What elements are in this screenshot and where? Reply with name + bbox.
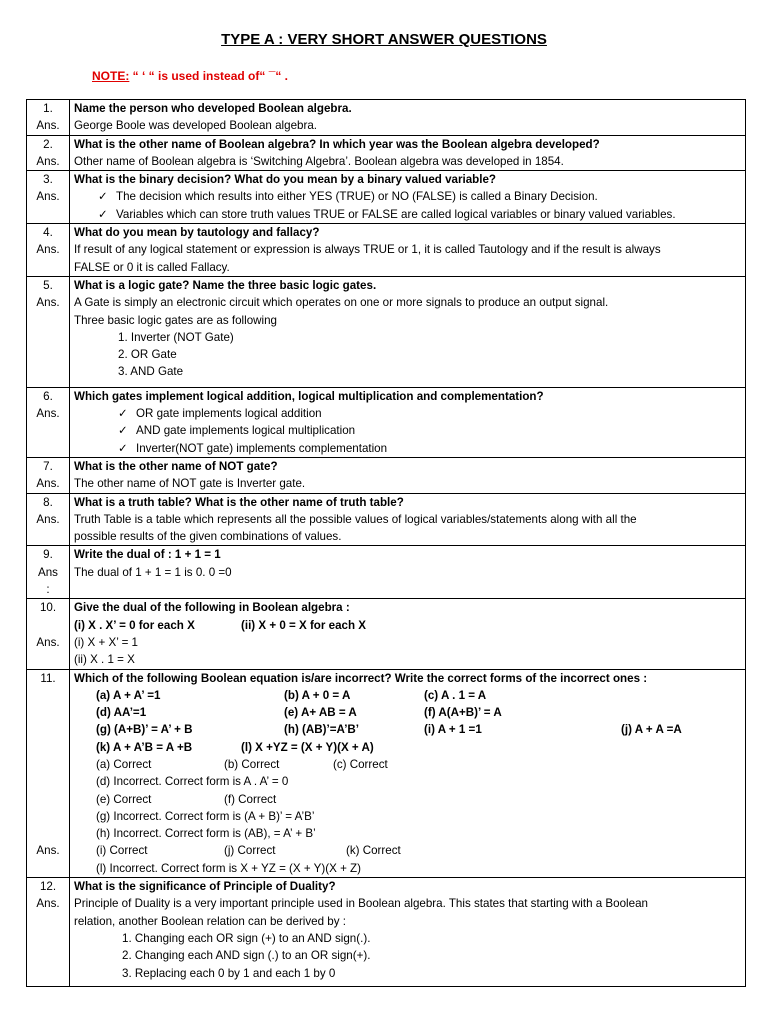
answer-line: (g) Incorrect. Correct form is (A + B)’ = A’B’ bbox=[96, 809, 315, 823]
answer-text: relation, another Boolean relation can be derived by : bbox=[74, 914, 346, 928]
list-item: 2. Changing each AND sign (.) to an OR sign(+). bbox=[122, 949, 371, 963]
question-row-4 bbox=[27, 224, 746, 277]
question-body bbox=[70, 599, 746, 669]
question-row-3 bbox=[27, 171, 746, 224]
question-row-6 bbox=[27, 387, 746, 457]
question-text: Name the person who developed Boolean algebra. bbox=[74, 102, 352, 115]
answer-text: Principle of Duality is a very important principle used in Boolean algebra. This states that starting with a Boolean bbox=[74, 897, 648, 911]
question-text: What is the binary decision? What do you mean by a binary valued variable? bbox=[74, 173, 496, 187]
answer-line: (i) Correct (j) Correct (k) Correct bbox=[96, 844, 401, 858]
answer-text: Truth Table is a table which represents all the possible values of logical variables/statements along with all the bbox=[74, 512, 637, 526]
question-row-8 bbox=[27, 493, 746, 546]
answer-bullet: ✓ Variables which can store truth values TRUE or FALSE are called logical variables or binary valued variables. bbox=[74, 206, 741, 223]
answer-text: possible results of the given combinations of values. bbox=[74, 530, 342, 544]
question-text: Which gates implement logical addition, logical multiplication and complementation? bbox=[74, 389, 544, 403]
answer-line: (d) Incorrect. Correct form is A . A’ = 0 bbox=[96, 775, 289, 789]
note-label: NOTE: bbox=[92, 69, 130, 83]
option-line: (g) (A+B)’ = A’ + B (h) (AB)’=A’B’ (i) A + 1 =1 (j) A + A =A bbox=[96, 723, 682, 737]
question-number: 11. Ans. bbox=[27, 669, 70, 878]
answer-bullet: ✓ Inverter(NOT gate) implements complementation bbox=[74, 440, 741, 457]
answer-line: (l) Incorrect. Correct form is X + YZ = (X + Y)(X + Z) bbox=[96, 861, 361, 875]
question-text: What is the other name of NOT gate? bbox=[74, 459, 278, 473]
note-line bbox=[92, 68, 288, 85]
note-text: “ ‘ “ is used instead of“ ¯“ . bbox=[129, 69, 288, 83]
option-line: (k) A + A’B = A +B (l) X +YZ = (X + Y)(X + A) bbox=[96, 740, 374, 754]
question-body bbox=[70, 493, 746, 546]
answer-text: Three basic logic gates are as following bbox=[74, 313, 277, 327]
answer-bullet: ✓ OR gate implements logical addition bbox=[74, 405, 741, 422]
question-row-10 bbox=[27, 599, 746, 669]
question-body bbox=[70, 171, 746, 224]
answer-text: Other name of Boolean algebra is ‘Switching Algebra’. Boolean algebra was developed in 1854. bbox=[74, 154, 564, 168]
question-number: 2. Ans. bbox=[27, 135, 70, 171]
question-row-2 bbox=[27, 135, 746, 171]
question-text: Which of the following Boolean equation is/are incorrect? Write the correct forms of the incorrect ones : bbox=[74, 671, 648, 685]
check-icon: ✓ bbox=[118, 407, 128, 421]
answer-line: (a) Correct (b) Correct (c) Correct bbox=[96, 757, 388, 771]
answer-text: The other name of NOT gate is Inverter gate. bbox=[74, 477, 306, 491]
list-item: 1. Inverter (NOT Gate) bbox=[118, 330, 234, 344]
list-item: 3. AND Gate bbox=[118, 365, 184, 379]
option-line: (d) AA’=1 (e) A+ AB = A (f) A(A+B)’ = A bbox=[96, 706, 502, 720]
question-number: 1. Ans. bbox=[27, 100, 70, 136]
answer-text: (i) X + X’ = 1 bbox=[74, 635, 139, 649]
answer-text: If result of any logical statement or expression is always TRUE or 1, it is called Tautology and if the result is always bbox=[74, 243, 661, 257]
check-icon: ✓ bbox=[98, 190, 108, 204]
list-item: 1. Changing each OR sign (+) to an AND sign(.). bbox=[122, 931, 371, 945]
question-number: 5. Ans. bbox=[27, 276, 70, 387]
question-text: What do you mean by tautology and fallacy? bbox=[74, 226, 320, 240]
question-text: What is a logic gate? Name the three basic logic gates. bbox=[74, 278, 377, 292]
question-text: Give the dual of the following in Boolean algebra : bbox=[74, 601, 350, 615]
question-body bbox=[70, 100, 746, 136]
check-icon: ✓ bbox=[98, 207, 108, 221]
question-number: 4. Ans. bbox=[27, 224, 70, 277]
page-title: TYPE A : VERY SHORT ANSWER QUESTIONS bbox=[221, 31, 547, 48]
question-text: What is a truth table? What is the other name of truth table? bbox=[74, 495, 404, 509]
question-number: 10. Ans. bbox=[27, 599, 70, 669]
question-number: 6. Ans. bbox=[27, 387, 70, 457]
check-icon: ✓ bbox=[118, 441, 128, 455]
question-body bbox=[70, 546, 746, 599]
question-body bbox=[70, 669, 746, 878]
question-body bbox=[70, 135, 746, 171]
answer-text: FALSE or 0 it is called Fallacy. bbox=[74, 260, 230, 274]
answer-text: George Boole was developed Boolean algebra. bbox=[74, 119, 317, 133]
answer-bullet: ✓ The decision which results into either YES (TRUE) or NO (FALSE) is called a Binary Decision. bbox=[74, 188, 741, 205]
list-item: 3. Replacing each 0 by 1 and each 1 by 0 bbox=[122, 966, 336, 980]
question-number: 7. Ans. bbox=[27, 457, 70, 493]
question-text: What is the other name of Boolean algebra? In which year was the Boolean algebra developed? bbox=[74, 137, 600, 151]
check-icon: ✓ bbox=[118, 424, 128, 438]
answer-line: (e) Correct (f) Correct bbox=[96, 792, 277, 806]
question-body bbox=[70, 224, 746, 277]
question-number: 8. Ans. bbox=[27, 493, 70, 546]
question-row-1 bbox=[27, 100, 746, 136]
option-line: (a) A + A’ =1 (b) A + 0 = A (c) A . 1 = A bbox=[96, 688, 487, 702]
question-text: Write the dual of : 1 + 1 = 1 bbox=[74, 548, 221, 562]
question-body bbox=[70, 387, 746, 457]
answer-text: (ii) X . 1 = X bbox=[74, 653, 135, 667]
question-row-12 bbox=[27, 878, 746, 987]
question-row-11 bbox=[27, 669, 746, 878]
question-row-7 bbox=[27, 457, 746, 493]
question-row-9 bbox=[27, 546, 746, 599]
list-item: 2. OR Gate bbox=[118, 348, 177, 362]
question-number: 12. Ans. bbox=[27, 878, 70, 987]
question-body bbox=[70, 878, 746, 987]
answer-line: (h) Incorrect. Correct form is (AB), = A’ + B’ bbox=[96, 827, 316, 841]
answer-text: The dual of 1 + 1 = 1 is 0. 0 =0 bbox=[74, 565, 232, 579]
qa-table bbox=[26, 99, 746, 987]
question-text: (i) X . X’ = 0 for each X (ii) X + 0 = X for each X bbox=[74, 618, 367, 632]
answer-text: A Gate is simply an electronic circuit which operates on one or more signals to produce an output signal. bbox=[74, 296, 609, 310]
question-body bbox=[70, 457, 746, 493]
question-body bbox=[70, 276, 746, 387]
question-number: 3. Ans. bbox=[27, 171, 70, 224]
question-number: 9. Ans : bbox=[27, 546, 70, 599]
question-text: What is the significance of Principle of Duality? bbox=[74, 880, 336, 894]
answer-bullet: ✓ AND gate implements logical multiplication bbox=[74, 422, 741, 439]
question-row-5 bbox=[27, 276, 746, 387]
